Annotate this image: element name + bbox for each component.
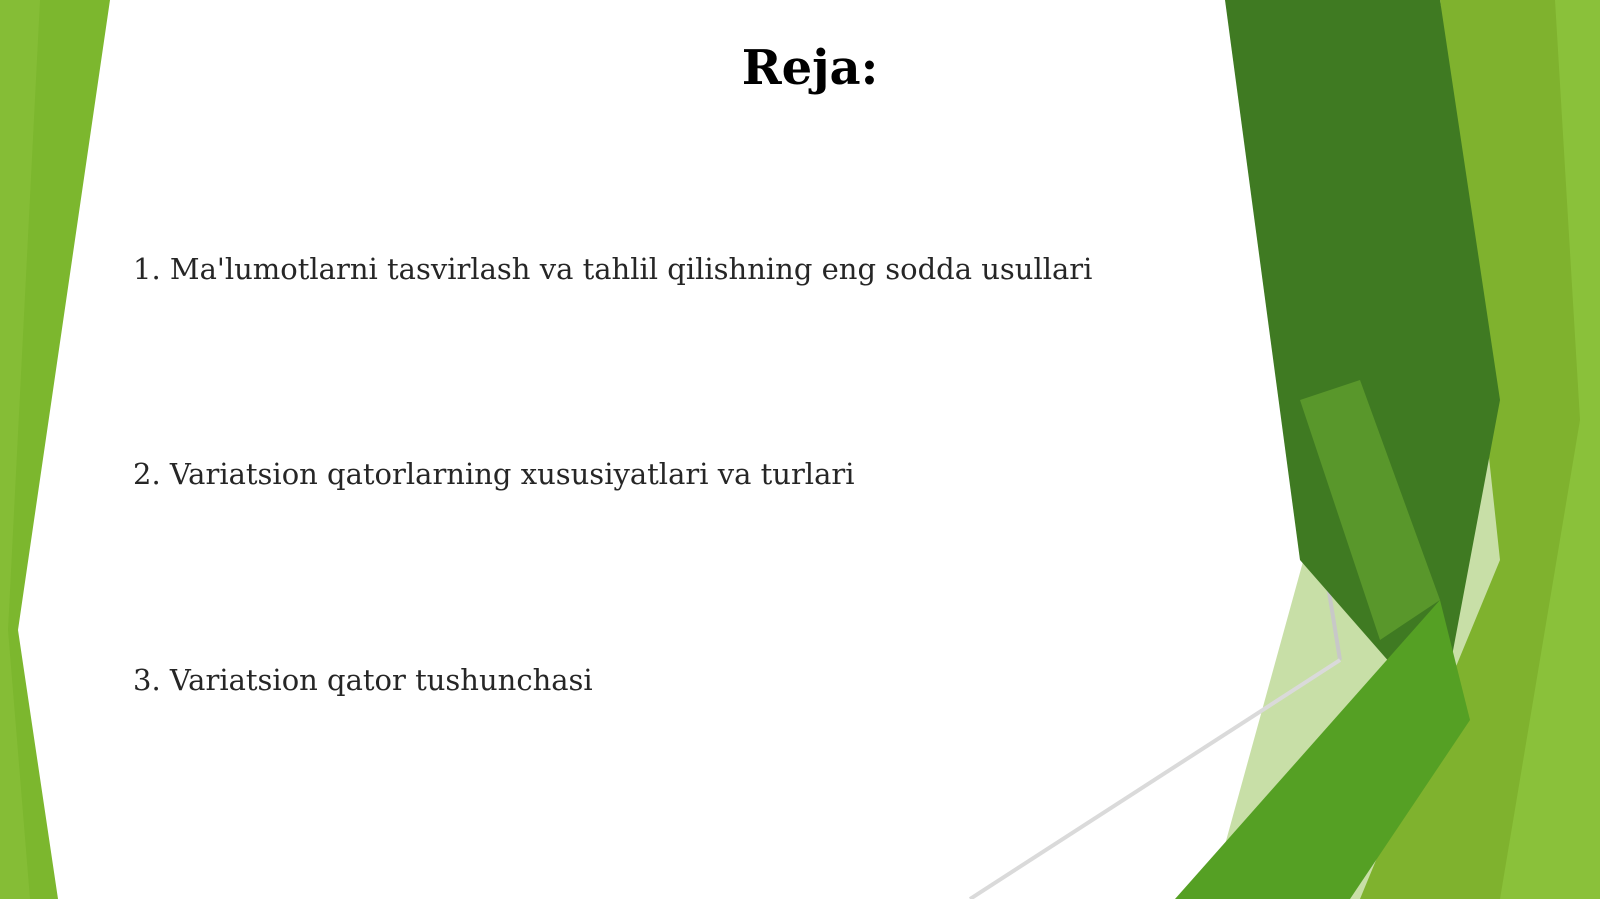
plan-item-3: 3. Variatsion qator tushunchasi [133, 663, 593, 697]
plan-item-2: 2. Variatsion qatorlarning xususiyatlari va turlari [133, 457, 855, 491]
plan-item-1: 1. Ma'lumotlarni tasvirlash va tahlil qilishning eng sodda usullari [133, 252, 1093, 286]
slide-title: Reja: [741, 40, 879, 96]
